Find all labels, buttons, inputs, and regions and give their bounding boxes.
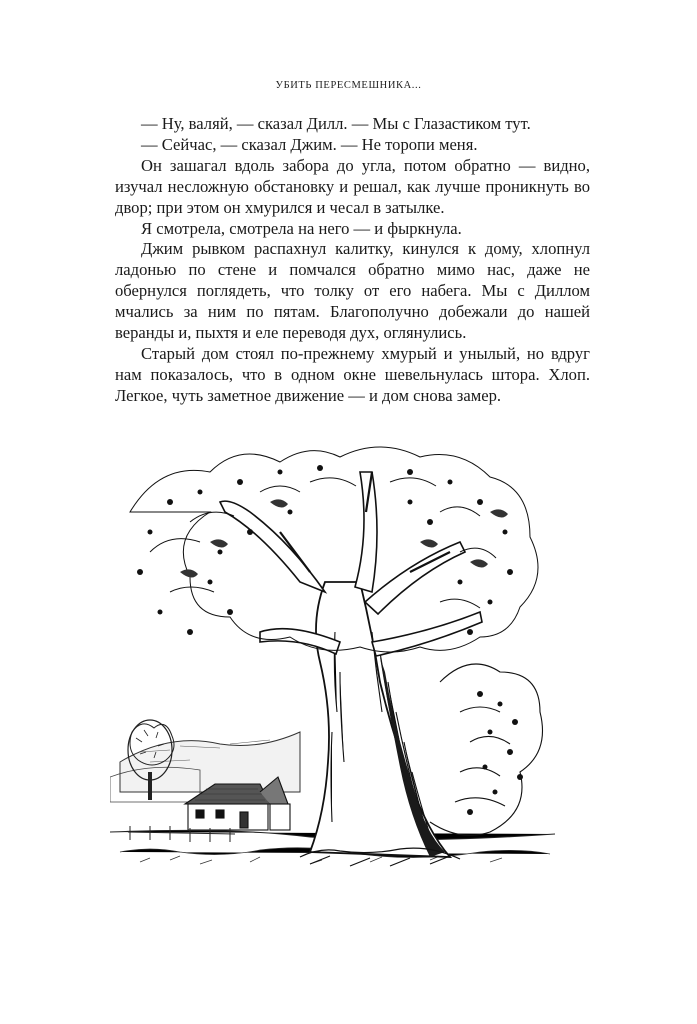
paragraph: — Ну, валяй, — сказал Дилл. — Мы с Глазастиком тут. [141,114,531,133]
paragraph: Я смотрела, смотрела на него — и фыркнула. [141,218,462,238]
tree-engraving-icon [110,432,555,872]
running-head: УБИТЬ ПЕРЕСМЕШНИКА... [275,80,422,91]
paragraph: — Сейчас, — сказал Джим. — Не торопи меня. [141,134,478,154]
paragraph: Джим рывком распахнул калитку, кинулся к дому, хлопнул ладонью по стене и помчался обратно мимо нас, даже не обернулся поглядеть, что толку от его набега. Мы с Диллом мчались за ним по пятам. Благополучно добежали до нашей веранды и, пыхтя и еле переводя дух, оглянулись. [115,239,590,343]
body-text [115,114,590,407]
paragraph: Старый дом стоял по-прежнему хмурый и унылый, но вдруг нам показалось, что в одном окне шевельнулась штора. Хлоп. Легкое, чуть заметное движение — и дом снова замер. [115,343,590,405]
paragraph: Он зашагал вдоль забора до угла, потом обратно — видно, изучал несложную обстановку и решал, как лучше проникнуть во двор; при этом он хмурился и чесал в затылке. [115,155,590,217]
